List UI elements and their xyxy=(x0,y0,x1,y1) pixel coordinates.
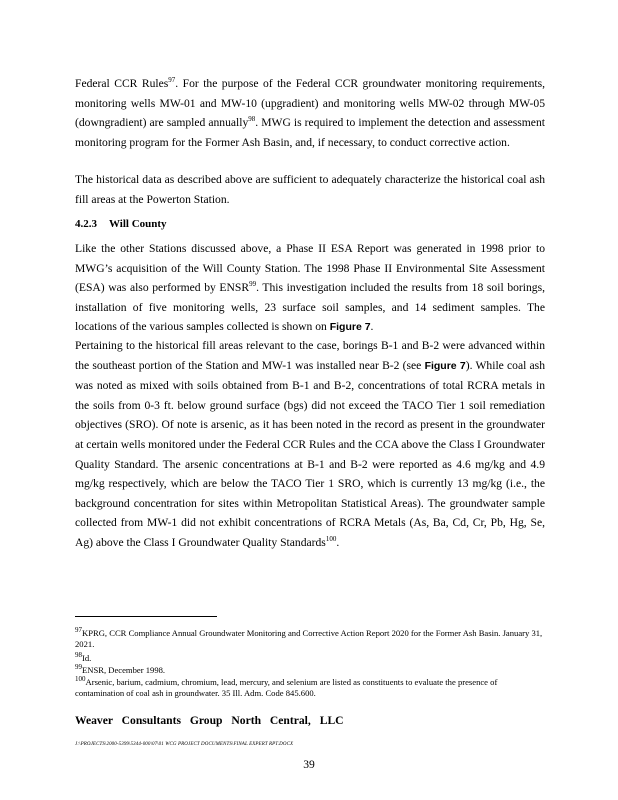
section-heading xyxy=(75,218,167,230)
footnote-ref-99: 99 xyxy=(249,280,257,289)
figure-reference: Figure 7 xyxy=(329,321,371,334)
footnote-98: $^{98}$Id. xyxy=(75,651,92,663)
figure-reference: Figure 7 xyxy=(424,359,466,372)
footnote-100: $^{100}$Arsenic, barium, cadmium, chromium, lead, mercury, and selenium are listed as constituents to evaluate the presence of contamination of coal ash in groundwater. 35 Ill. Adm. Code 845.600. xyxy=(75,675,498,698)
firm-name: Weaver Consultants Group North Central, LLC xyxy=(75,714,344,727)
section-number: 4.2.3 xyxy=(75,218,97,230)
paragraph-federal-ccr: Federal CCR Rules$^{97}$. For the purpose of the Federal CCR groundwater monitoring requirements, monitoring wells MW-01 and MW-10 (upgradient) and monitoring wells MW-02 through MW-05 (downgradient) are sampled annually$^{98}$. MWG is required to implement the detection and assessment monitoring program for the Former Ash Basin, and, if necessary, to conduct corrective action. xyxy=(75,76,545,149)
paragraph-will-county-esa: Like the other Stations discussed above, a Phase II ESA Report was generated in 1998 prior to MWG’s acquisition of the Will County Station. The 1998 Phase II Environmental Site Assessment (ESA) was also performed by ENSR$^{99}$. This investigation included the results from 18 soil borings, installation of five monitoring wells, 23 surface soil samples, and 14 sediment samples. The locations of the various samples collected is shown on Figure 7. xyxy=(75,242,545,334)
footnote-99: $^{99}$ENSR, December 1998. xyxy=(75,663,166,675)
section-title: Will County xyxy=(109,218,167,230)
paragraph-historical-data: The historical data as described above are sufficient to adequately characterize the historical coal ash fill areas at the Powerton Station. xyxy=(75,173,545,206)
footnote-separator xyxy=(75,616,217,617)
file-path: J:\PROJECTS\2000-5399\5344-000\07\01 WCG PROJECT DOCUMENTS\FINAL EXPERT RPT.DOCX xyxy=(75,742,294,747)
footnote-97: $^{97}$KPRG, CCR Compliance Annual Groundwater Monitoring and Corrective Action Report 2020 for the Former Ash Basin. January 31, 2021. xyxy=(75,626,543,649)
paragraph-historical-fill: Pertaining to the historical fill areas relevant to the case, borings B-1 and B-2 were advanced within the southeast portion of the Station and MW-1 was installed near B-2 (see Figure 7). While coal ash was noted as mixed with soils obtained from B-1 and B-2, concentrations of total RCRA metals in the soils from 0-3 ft. below ground surface (bgs) did not exceed the TACO Tier 1 soil remediation objectives (SRO). Of note is arsenic, as it has been noted in the record as present in the groundwater at certain wells monitored under the Federal CCR Rules and the CCA above the Class I Groundwater Quality Standard. The arsenic concentrations at B-1 and B-2 were reported as 4.6 mg/kg and 4.9 mg/kg respectively, which are below the TACO Tier 1 SRO, which is currently 13 mg/kg (i.e., the background concentration for sites within Metropolitan Statistical Areas). The groundwater sample collected from MW-1 did not exhibit concentrations of RCRA Metals (As, Ba, Cd, Cr, Pb, Hg, Se, Ag) above the Class I Groundwater Quality Standards$^{100}$. xyxy=(75,339,545,549)
footnote-ref-97: 97 xyxy=(168,76,176,85)
footnote-ref-100: 100 xyxy=(325,535,337,544)
page-number: 39 xyxy=(303,758,315,771)
footnote-ref-98: 98 xyxy=(248,115,256,124)
